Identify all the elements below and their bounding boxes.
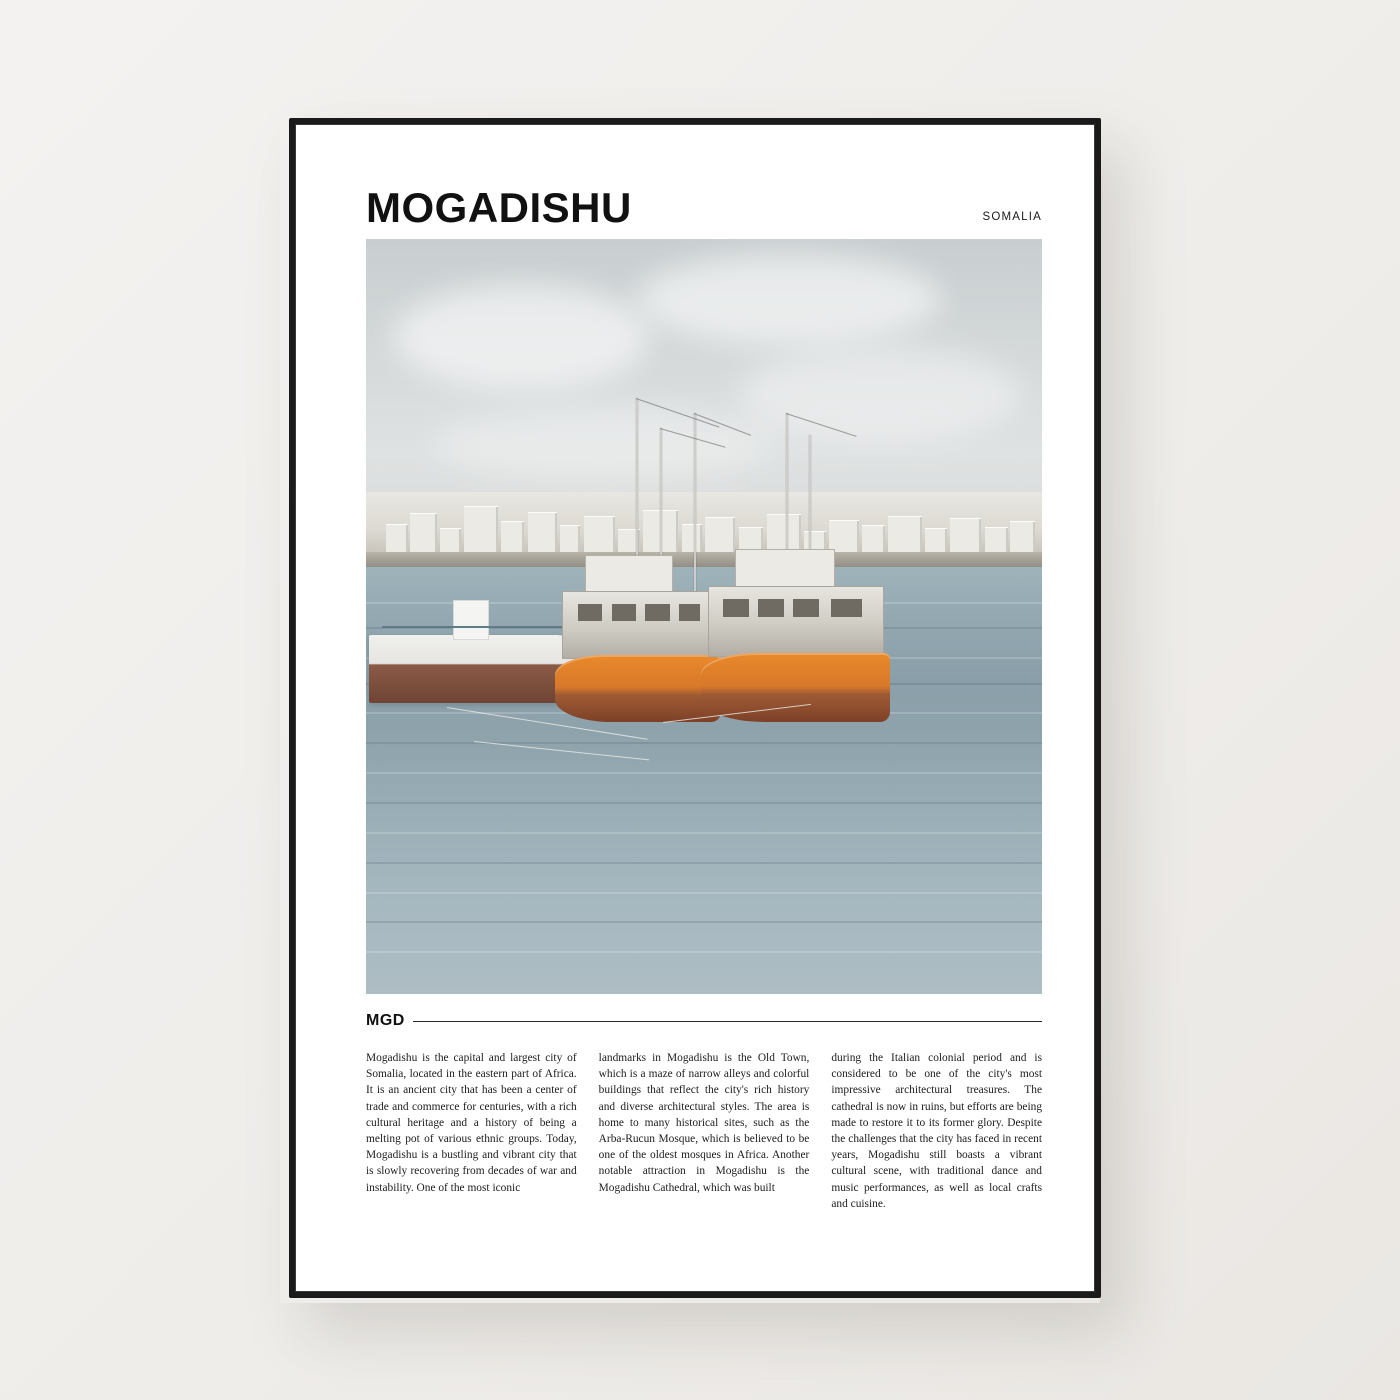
cloud [738, 345, 1022, 443]
boat-right [701, 518, 890, 722]
boat-bow [701, 653, 890, 722]
boat-middle [555, 526, 721, 722]
cloud [636, 254, 940, 345]
country-label: SOMALIA [982, 211, 1042, 223]
caption-rule-row [366, 1012, 1042, 1030]
cloud [434, 405, 772, 481]
description-column: landmarks in Mogadishu is the Old Town, which is a maze of narrow alleys and colorful buildings that reflect the city's rich history and diverse architectural styles. The area is home to many historical sites, such as the Arba-Rucun Mosque, which is believed to be one of the oldest mosques in Africa. Another notable attraction in Mogadishu is the Mogadishu Cathedral, which was built [598, 1052, 810, 1194]
cloud [393, 284, 650, 390]
city-code: MGD [366, 1012, 405, 1029]
harbor-photo [366, 239, 1042, 994]
boat-superstructure [708, 586, 884, 657]
description-column: Mogadishu is the capital and largest city of Somalia, located in the eastern part of Africa. It is an ancient city that has been a center of trade and commerce for centuries, with a rich cultural heritage and a history of being a melting pot of various ethnic groups. Today, Mogadishu is a bustling and vibrant city that is slowly recovering from decades of war and instability. One of the most iconic [366, 1052, 577, 1194]
boat-bow [555, 655, 721, 722]
page-title: MOGADISHU [366, 184, 632, 231]
poster [366, 184, 1043, 1236]
boat-superstructure [562, 591, 716, 660]
boat-left [369, 635, 579, 703]
poster-header [366, 184, 1042, 239]
description-column: during the Italian colonial period and is considered to be one of the city's most impressive architectural treasures. The cathedral is now in ruins, but efforts are being made to restore it to its former glory. Despite the challenges that the city has faced in recent years, Mogadishu still boasts a vibrant cultural scene, with traditional dance and music performances, as well as local crafts and cuisine. [831, 1052, 1043, 1210]
picture-frame [289, 118, 1101, 1298]
divider [413, 1021, 1042, 1022]
description-columns [366, 1050, 1042, 1212]
boat-rail [382, 626, 566, 638]
poster-mat [296, 125, 1094, 1291]
